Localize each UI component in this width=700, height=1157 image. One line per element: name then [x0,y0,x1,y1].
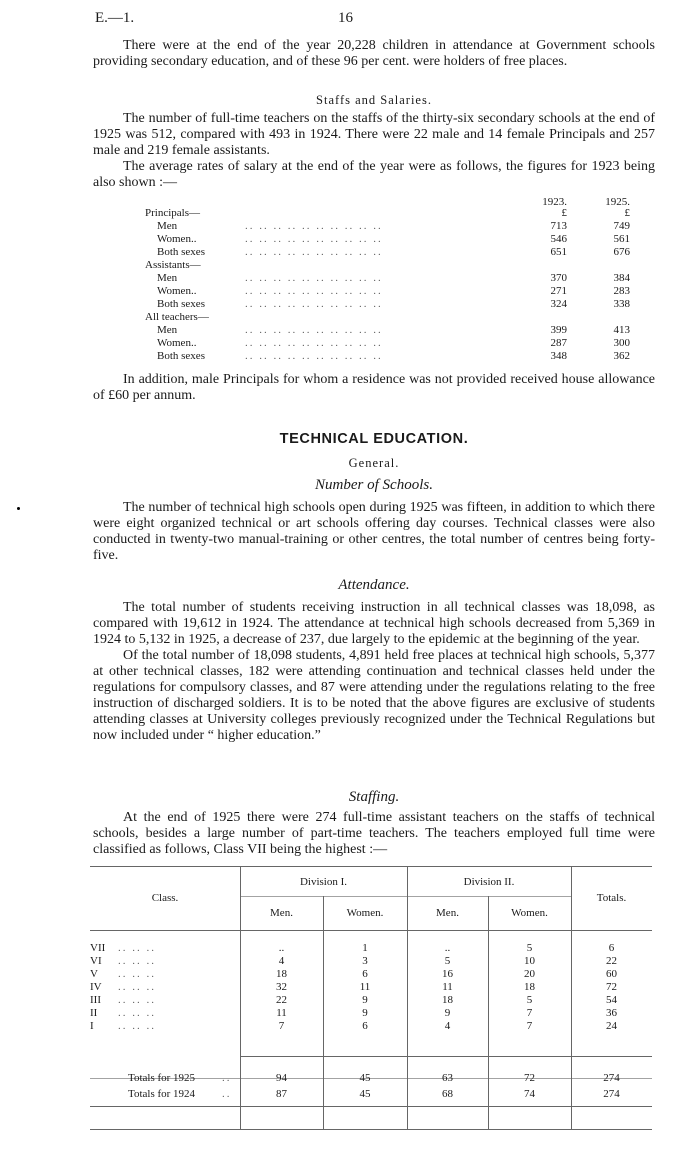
margin-mark [17,507,20,510]
cell-d2m: 9 [444,1007,451,1019]
salary-row: Women.. .. .. .. .. .. .. .. .. .. .. 546 561 [157,233,630,245]
cell-tot: 60 [606,968,617,980]
salary-group-label: Assistants— [145,259,201,271]
number-of-schools-heading: Number of Schools. [315,477,433,493]
col-header-div1-women: Women. [346,907,384,919]
staffing-heading: Staffing. [348,789,400,805]
attendance-heading: Attendance. [338,577,410,593]
cell-d2w: 7 [526,1007,533,1019]
cell-d1m: 18 [276,968,287,980]
cell-d1w: 11 [359,981,371,993]
salary-unit-1925: £ [624,207,630,219]
cell-d1w: 9 [362,1007,368,1019]
salary-row: Women.. .. .. .. .. .. .. .. .. .. .. 287 300 [157,337,630,349]
general-heading: General. [348,456,400,470]
col-header-division-1: Division I. [299,876,348,888]
cell-d2m: 16 [442,968,453,980]
class-row: II .. .. .. 11 9 9 7 36 [90,1007,652,1020]
cell-d1m: 22 [276,994,287,1006]
cell-d2w: 20 [524,968,535,980]
salary-group-label: Principals— [145,207,200,219]
cell-d1w: 1 [362,942,368,954]
cell-d2m: .. [444,942,451,954]
intro-paragraph: There were at the end of the year 20,228 children in attendance at Government schools providing secondary education, and of these 96 per cent. were holders of free places. [93,38,655,69]
col-header-div2-men: Men. [436,907,459,919]
salary-row: Men .. .. .. .. .. .. .. .. .. .. 713 749 [157,220,630,232]
salary-table [145,196,665,366]
cell-tot: 22 [606,955,617,967]
salary-row: Both sexes .. .. .. .. .. .. .. .. .. .. 651 676 [157,246,630,258]
salary-row: Men .. .. .. .. .. .. .. .. .. .. 399 413 [157,324,630,336]
cell-d1m: .. [278,942,285,954]
salary-col-1925: 1925. [605,196,630,208]
house-allowance-paragraph: In addition, male Principals for whom a residence was not provided received house allowance of £60 per annum. [93,372,655,403]
staffing-paragraph: At the end of 1925 there were 274 full-time assistant teachers on the staffs of technical schools, besides a large number of part-time teachers. The teachers employed full time were classified as follows, Class VII being the highest :— [93,810,655,857]
class-row: I .. .. .. 7 6 4 7 24 [90,1020,652,1033]
salary-row: Both sexes .. .. .. .. .. .. .. .. .. .. 348 362 [157,350,630,362]
salary-row: Both sexes .. .. .. .. .. .. .. .. .. .. 324 338 [157,298,630,310]
cell-d1m: 7 [278,1020,285,1032]
technical-education-heading: TECHNICAL EDUCATION. [279,431,469,447]
class-label: V [90,968,98,980]
cell-d2m: 4 [444,1020,451,1032]
salary-unit-1923: £ [561,207,567,219]
cell-d1w: 9 [362,994,368,1006]
cell-tot: 72 [606,981,617,993]
page-number: 16 [338,10,353,26]
class-row: VI .. .. .. 4 3 5 10 22 [90,955,652,968]
salary-intro: The average rates of salary at the end of the year were as follows, the figures for 1923 being also shown :— [93,159,655,190]
class-row: V .. .. .. 18 6 16 20 60 [90,968,652,981]
cell-d2w: 7 [526,1020,533,1032]
class-label: IV [90,981,102,993]
cell-d2w: 5 [526,994,533,1006]
staffs-paragraph: The number of full-time teachers on the staffs of the thirty-six secondary schools at the end of 1925 was 512, compared with 493 in 1924. There were 22 male and 14 female Principals and 257 male and 219 female assistants. The average rates of salary at the end of the year were as follows, the figures for 1923 being also shown :— [93,111,655,190]
class-row: III .. .. .. 22 9 18 5 54 [90,994,652,1007]
cell-d1m: 11 [276,1007,287,1019]
cell-d2w: 18 [524,981,535,993]
cell-d1w: 3 [362,955,368,967]
cell-d2m: 11 [442,981,453,993]
totals-row-1924: Totals for 1924 .. 87 45 68 74 274 [128,1088,620,1100]
class-row: VII .. .. .. .. 1 .. 5 6 [90,942,652,955]
report-reference: E.—1. [95,10,135,26]
cell-d2w: 5 [526,942,533,954]
cell-d2m: 18 [442,994,453,1006]
salary-row: Women.. .. .. .. .. .. .. .. .. .. .. 271 283 [157,285,630,297]
col-header-div2-women: Women. [511,907,548,919]
cell-d1m: 32 [276,981,287,993]
staffs-heading: Staffs and Salaries. [316,93,432,107]
class-label: I [90,1020,94,1032]
cell-tot: 6 [608,942,615,954]
class-label: II [90,1007,98,1019]
col-header-division-2: Division II. [463,876,515,888]
class-label: VI [90,955,102,967]
salary-group-label: All teachers— [145,311,209,323]
teacher-classification-table [90,866,652,1130]
class-label: III [90,994,101,1006]
cell-tot: 54 [606,994,617,1006]
number-paragraph: The number of technical high schools open during 1925 was fifteen, in addition to which there were eight organized technical or art schools offering day courses. Technical classes were also conducted in twenty-two manual-training or other centres, the total number of centres being forty-five. [93,500,655,563]
cell-d2m: 5 [444,955,451,967]
cell-tot: 36 [606,1007,617,1019]
class-row: IV .. .. .. 32 11 11 18 72 [90,981,652,994]
totals-row-1925: Totals for 1925 .. 94 45 63 72 274 [128,1072,620,1084]
col-header-class: Class. [151,892,179,904]
attendance-paragraphs: The total number of students receiving instruction in all technical classes was 18,098, as compared with 19,612 in 1924. The attendance at technical high schools decreased from 5,369 in 1924 to 5,132 in 1925, a decrease of 237, due largely to the epidemic at the beginning of the year. Of the total number of 18,098 students, 4,891 held free places at technical high schools, 5,377 at other technical classes, 182 were attending continuation and technical classes held under the regulations for compulsory classes, and 87 were attending under the regulations relating to the free instruction of discharged soldiers. It is to be noted that the above figures are exclusive of students attending classes at University colleges previously recognized under the Technical Regulations but now included under “ higher education.” [93,600,655,743]
cell-d1w: 6 [362,968,368,980]
cell-d1m: 4 [278,955,285,967]
cell-d2w: 10 [524,955,535,967]
class-label: VII [90,942,106,954]
salary-col-1923: 1923. [542,196,567,208]
salary-row: Men .. .. .. .. .. .. .. .. .. .. 370 384 [157,272,630,284]
cell-tot: 24 [606,1020,617,1032]
col-header-div1-men: Men. [270,907,293,919]
col-header-totals: Totals. [596,892,627,904]
cell-d1w: 6 [362,1020,368,1032]
